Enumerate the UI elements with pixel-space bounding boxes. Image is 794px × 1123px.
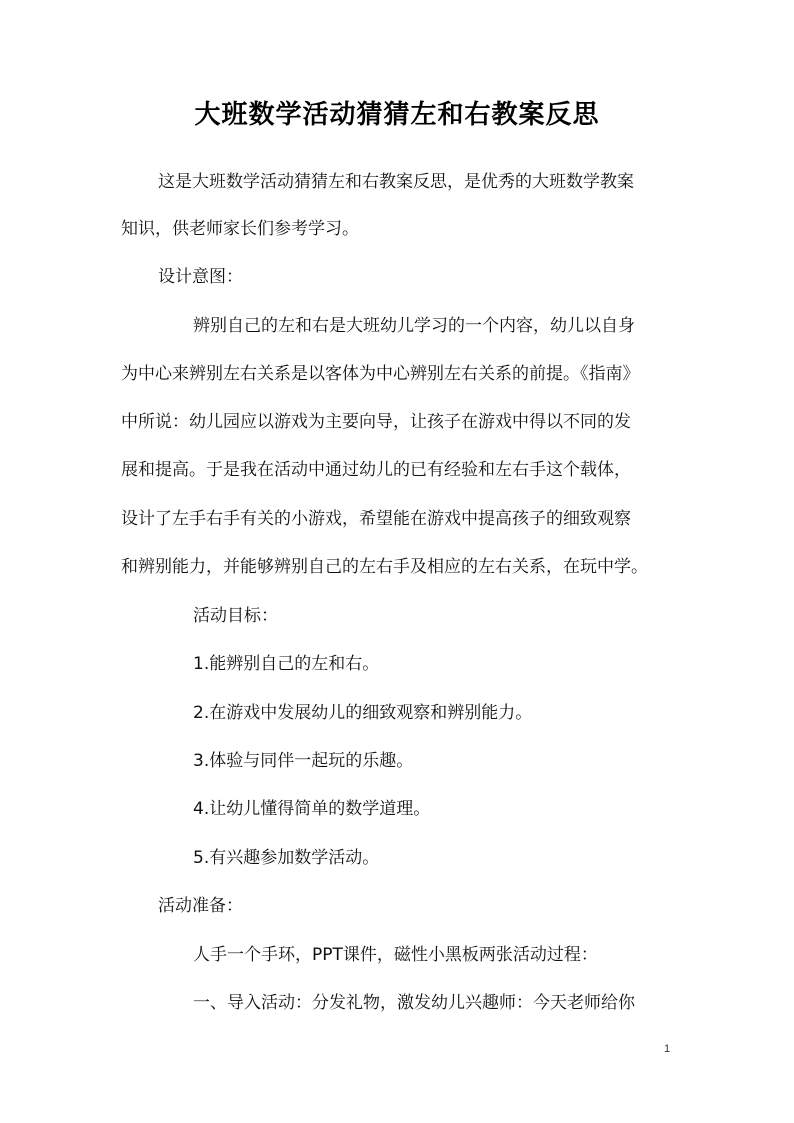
section-heading: 活动目标：	[193, 606, 278, 626]
list-item: 3.体验与同伴一起玩的乐趣。	[193, 751, 414, 771]
paragraph-line: 人手一个手环，PPT课件，磁性小黑板两张活动过程：	[193, 945, 598, 965]
paragraph-line: 知识，供老师家长们参考学习。	[121, 219, 359, 239]
section-heading: 设计意图：	[158, 267, 243, 287]
list-item: 4.让幼儿懂得简单的数学道理。	[193, 799, 431, 819]
paragraph-line: 中所说：幼儿园应以游戏为主要向导，让孩子在游戏中得以不同的发	[121, 412, 631, 432]
list-item: 2.在游戏中发展幼儿的细致观察和辨别能力。	[193, 703, 533, 723]
paragraph-line: 一、导入活动：分发礼物，激发幼儿兴趣师：今天老师给你	[193, 993, 635, 1013]
page-number: 1	[664, 1043, 671, 1055]
paragraph-line: 展和提高。于是我在活动中通过幼儿的已有经验和左右手这个载体，	[121, 460, 631, 480]
list-item: 5.有兴趣参加数学活动。	[193, 848, 380, 868]
paragraph-line: 和辨别能力，并能够辨别自己的左右手及相应的左右关系，在玩中学。	[121, 557, 648, 577]
document-title: 大班数学活动猜猜左和右教案反思	[194, 100, 600, 130]
paragraph-line: 辨别自己的左和右是大班幼儿学习的一个内容，幼儿以自身	[193, 316, 635, 336]
list-item: 1.能辨别自己的左和右。	[193, 654, 380, 674]
paragraph-line: 这是大班数学活动猜猜左和右教案反思，是优秀的大班数学教案	[158, 172, 634, 192]
paragraph-line: 设计了左手右手有关的小游戏，希望能在游戏中提高孩子的细致观察	[121, 509, 631, 529]
paragraph-line: 为中心来辨别左右关系是以客体为中心辨别左右关系的前提。《指南》	[121, 364, 640, 384]
section-heading: 活动准备：	[158, 896, 243, 916]
